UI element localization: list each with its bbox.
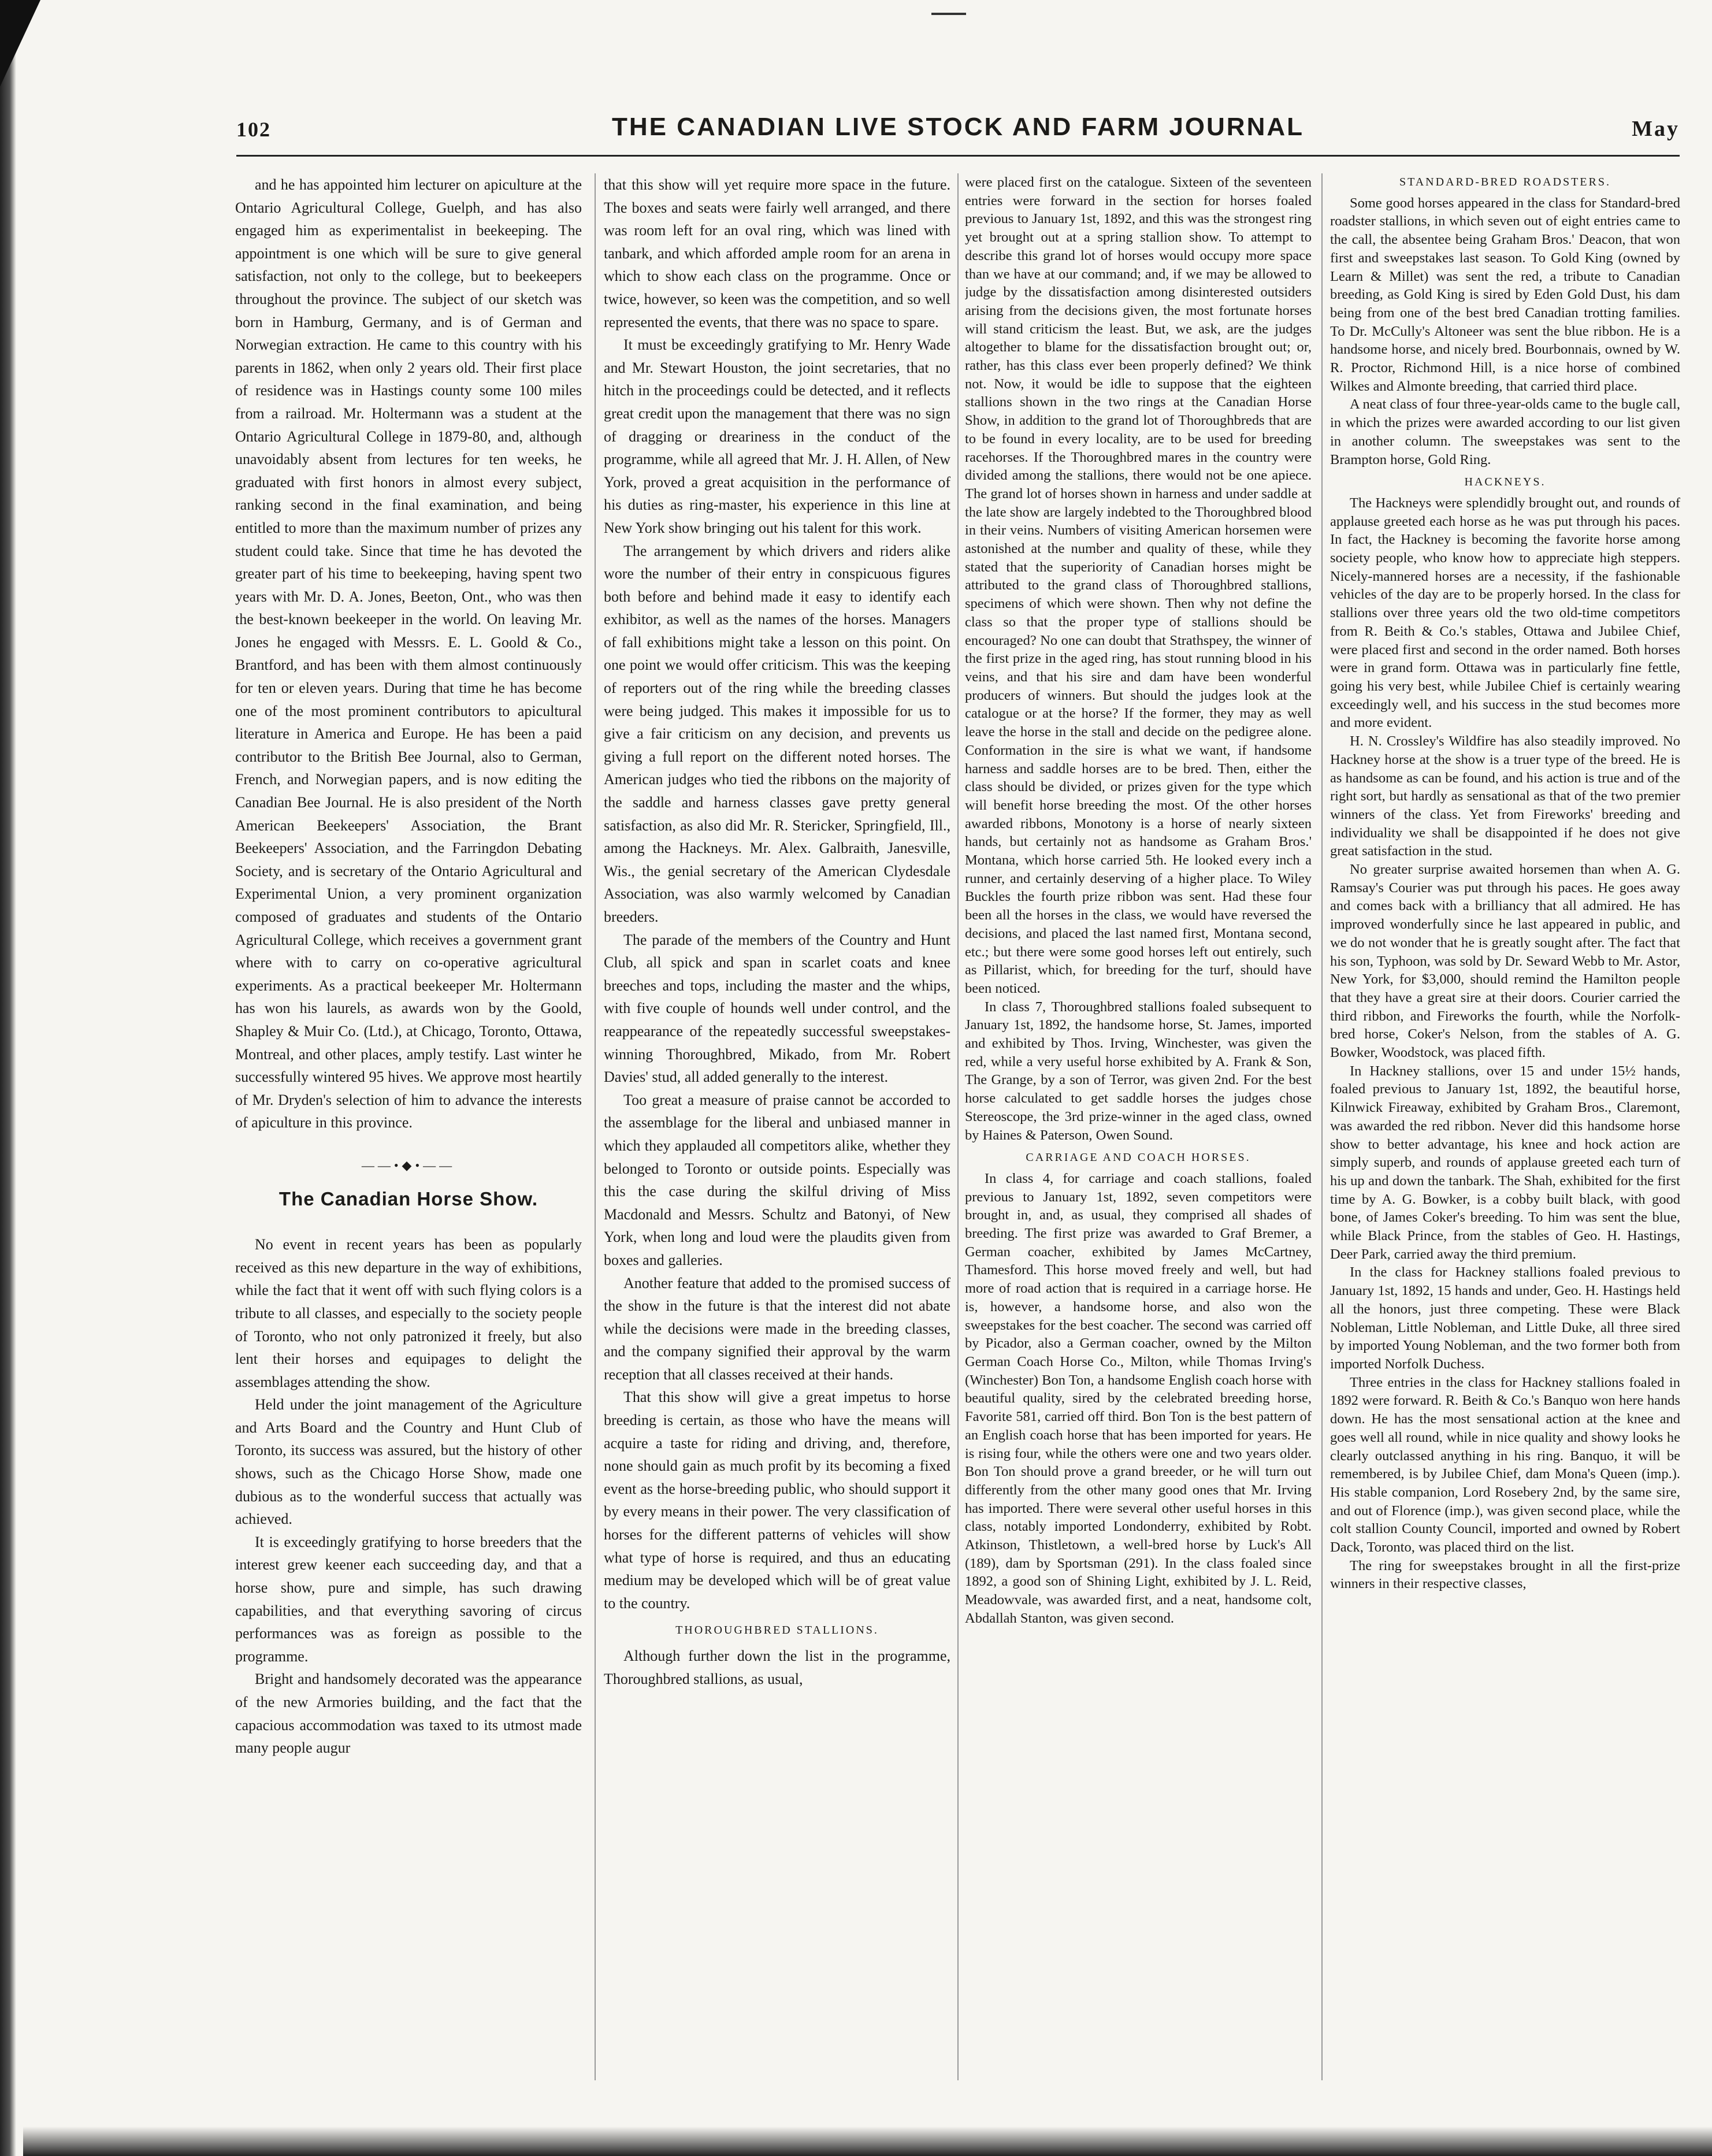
- paragraph: and he has appointed him lecturer on apiculture at the Ontario Agricultural College, Guelph, and has also engaged him as experimentalist in beekeeping. The appointment is one which will be sure to give general satisfaction, not only to the college, but to beekeepers throughout the province. The subject of our sketch was born in Hamburg, Germany, and is of German and Norwegian extraction. He came to this country with his parents in 1862, when only 2 years old. Their first place of residence was in Hastings county some 100 miles from a railroad. Mr. Holtermann was a student at the Ontario Agricultural College in 1879-80, and, although unavoidably absent from lectures for ten weeks, he graduated with first honors in almost every subject, ranking second in the final examination, and being entitled to more than the maximum number of prizes any student could take. Since that time he has devoted the greater part of his time to beekeeping, having spent two years with Mr. D. A. Jones, Beeton, Ont., who was then the best-known beekeeper in the world. On leaving Mr. Jones he engaged with Messrs. E. L. Goold & Co., Brantford, and has been with them almost continuously for ten or eleven years. During that time he has become one of the most prominent contributors to apicultural literature in America and Europe. He has been a paid contributor to the British Bee Journal, also to German, French, and Norwegian papers, and is now editing the Canadian Bee Journal. He is also president of the North American Beekeepers' Association, the Brant Beekeepers' Association, and the Farringdon Debating Society, and is secretary of the Ontario Agricultural and Experimental Union, a very prominent organization composed of graduates and students of the Ontario Agricultural College, which receives a government grant where with to carry on co-operative agricultural experiments. As a practical beekeeper Mr. Holtermann has won his laurels, as awards won by the Goold, Shapley & Muir Co. (Ltd.), at Chicago, Toronto, Ottawa, Montreal, and other places, amply testify. Last winter he successfully wintered 95 hives. We approve most heartily of Mr. Dryden's selection of him to advance the interests of apiculture in this province.: [235, 176, 582, 1131]
- column-4: [1330, 173, 1680, 2098]
- scan-bottom-edge: [23, 2127, 1712, 2156]
- paragraph: A neat class of four three-year-olds came to the bugle call, in which the prizes were awarded according to our list given in another column. The sweepstakes was sent to the Brampton horse, Gold Ring.: [1330, 396, 1680, 467]
- section-heading: STANDARD-BRED ROADSTERS.: [1399, 176, 1611, 188]
- paragraph: In class 4, for carriage and coach stallions, foaled previous to January 1st, 1892, seven competitors were brought in, and, as usual, they comprised all shades of breeding. The first prize was awarded to Graf Bremer, a German coacher, exhibited by James McCartney, Thamesford. This horse moved freely and well, but had more of road action that is required in a carriage horse. He is, however, a handsome horse, and also won the sweepstakes for the best coacher. The second was carried off by Picador, also a German coacher, owned by the Milton German Coach Horse Co., Milton, while Thomas Irving's (Winchester) Bon Ton, a handsome English coach horse with beautiful quality, sired by the celebrated breeding horse, Favorite 581, carried off third. Bon Ton is the best pattern of an English coach horse that has been imported for years. He is rising four, while the others were one and two years older. Bon Ton should prove a grand breeder, or he will turn out differently from the other many good ones that Mr. Irving has imported. There were several other useful horses in this class, notably imported Londonderry, exhibited by Robt. Atkinson, Thistletown, a well-bred horse by Luck's All (189), dam by Sportsman (291). In the class foaled since 1892, a good son of Shining Light, exhibited by J. L. Reid, Meadowvale, was awarded first, and a neat, handsome colt, Abdallah Stanton, was given second.: [965, 1170, 1312, 1626]
- paragraph: In the class for Hackney stallions foaled previous to January 1st, 1892, 15 hands and under, Geo. H. Hastings held all the honors, just three competing. These were Black Nobleman, Little Nobleman, and Little Duke, all three sired by imported Young Nobleman, and the two former both from imported Norfolk Duchess.: [1330, 1264, 1680, 1372]
- paragraph: Although further down the list in the programme, Thoroughbred stallions, as usual,: [604, 1647, 950, 1687]
- paragraph: Some good horses appeared in the class for Standard-bred roadster stallions, in which seven out of eight entries came to the call, the absentee being Graham Bros.' Deacon, that won first and sweepstakes last season. To Gold King (owned by Learn & Millet) was sent the red, a tribute to Canadian breeding, as Gold King is sired by Eden Gold Dust, his dam being from one of the best bred Canadian trotting families. To Dr. McCully's Altoneer was sent the blue ribbon. He is a handsome horse, and nicely bred. Bourbonnais, owned by W. R. Proctor, Richmond Hill, is a nice horse of combined Wilkes and Almonte breeding, that carried third place.: [1330, 195, 1680, 394]
- paragraph: H. N. Crossley's Wildfire has also steadily improved. No Hackney horse at the show is a truer type of the breed. He is as handsome as can be found, and his action is true and of the right sort, but hardly as sensational as that of the two premier winners of the class. Yet from Fireworks' breeding and individuality we shall be disappointed if he does not give great satisfaction in the stud.: [1330, 733, 1680, 859]
- section-heading: THOROUGHBRED STALLIONS.: [675, 1624, 879, 1637]
- paragraph: Too great a measure of praise cannot be accorded to the assemblage for the liberal and unbiased manner in which they applauded all competitors alike, whether they belonged to Toronto or outside points. Especially was this the case during the skilful driving of Miss Macdonald and Messrs. Schultz and Batonyi, of New York, when long and loud were the plaudits given from boxes and galleries.: [604, 1091, 950, 1268]
- column-divider: [957, 173, 959, 2080]
- paragraph: It must be exceedingly gratifying to Mr. Henry Wade and Mr. Stewart Houston, the joint secretaries, that no hitch in the proceedings could be detected, and it reflects great credit upon the management that there was no sign of dragging or dreariness in the conduct of the programme, while all agreed that Mr. J. H. Allen, of New York, proved a great acquisition in the performance of his duties as ring-master, his experience in this line at New York show bringing out his talent for this work.: [604, 336, 950, 536]
- journal-title: THE CANADIAN LIVE STOCK AND FARM JOURNAL: [611, 113, 1305, 141]
- paragraph: The arrangement by which drivers and riders alike wore the number of their entry in conspicuous figures both before and behind made it easy to identify each exhibitor, as well as the names of the horses. Managers of fall exhibitions might take a lesson on this point. On one point we would offer criticism. This was the keeping of reporters out of the ring while the breeding classes were being judged. This makes it impossible for us to give a fair criticism on any decision, and prevents us giving a full report on the different noted horses. The American judges who tied the ribbons on the majority of the saddle and harness classes gave pretty general satisfaction, as also did Mr. R. Stericker, Springfield, Ill., among the Hackneys. Mr. Alex. Galbraith, Janesville, Wis., the genial secretary of the American Clydesdale Association, was also warmly welcomed by Canadian breeders.: [604, 542, 950, 925]
- scan-corner-mark: [0, 0, 40, 87]
- header-rule: [236, 155, 1680, 157]
- column-divider: [1321, 173, 1323, 2080]
- paragraph: The parade of the members of the Country and Hunt Club, all spick and span in scarlet coats and knee breeches and tops, including the master and the whips, with five couple of hounds well under control, and the reappearance of the repeatedly successful sweepstakes-winning Thoroughbred, Mikado, from Mr. Robert Davies' stud, all added generally to the interest.: [604, 931, 950, 1086]
- paragraph: In Hackney stallions, over 15 and under 15½ hands, foaled previous to January 1st, 1892, the beautiful horse, Kilnwick Fireaway, exhibited by Graham Bros., Claremont, was awarded the red ribbon. Never did this handsome horse show to better advantage, his knee and hock action are simply superb, and rounds of applause greeted each turn of his up and down the tanbark. The Shah, exhibited for the first time by A. G. Bowker, is a cobby built black, with good bone, of James Coker's breeding. To him was sent the blue, while Black Prince, from the stables of Geo. H. Hastings, Deer Park, carried away the third premium.: [1330, 1063, 1680, 1262]
- scan-edge-shadow: [0, 0, 16, 2156]
- paragraph-continued: were placed first on the catalogue. Sixteen of the seventeen entries were forward in the section for horses foaled previous to January 1st, 1892, and this was the strongest ring yet brought out at a spring stallion show. To attempt to describe this grand lot of horses would occupy more space than we have at our command; and, if we may be allowed to judge by the dissatisfaction among disinterested outsiders arising from the decisions given, the most fortunate horses will stand criticism the least. But, we ask, are the judges altogether to blame for the dissatisfaction brought out; or, rather, has this class ever been properly defined? We think not. Now, it would be idle to suppose that the eighteen stallions shown in the two rings at the Canadian Horse Show, in addition to the grand lot of Thoroughbreds that are to be found in every locality, are to be used for breeding racehorses. If the Thoroughbred mares in the country were divided among the stallions, there would not be one apiece. The grand lot of horses shown in harness and under saddle at the late show are largely indebted to the Thoroughbred blood in their veins. Numbers of visiting American horsemen were astonished at the number and quality of these, while they stated that the superiority of Canadian horses might be attributed to the grand class of Thoroughbred stallions, specimens of which were shown. Then why not define the class so that the proper type of stallions should be encouraged? No one can doubt that Strathspey, the winner of the first prize in the aged ring, has stout running blood in his veins, and that his sire and dam have been wonderful producers of winners. But should the judges look at the catalogue or at the horse? If the former, they may as well leave the horse in the stall and decide on the pedigree alone. Conformation in the sire is what we want, if handsome harness and saddle horses are to be bred. Then, either the class should be divided, or prizes given for the type which will benefit horse breeding the most. Of the other horses awarded ribbons, Monotony is a horse of nearly sixteen hands, but certainly not as handsome as Graham Bros.' Montana, which horse carried 5th. He looked every inch a runner, and certainly deserving of a higher place. To Wiley Buckles the fourth prize ribbon was sent. Had these four been all the horses in the class, we would have reversed the decisions, and placed the last named first, Montana second, etc.; but there were some good horses left out entirely, such as Pillarist, which, for breeding for the turf, should have been noticed.: [965, 175, 1312, 996]
- page-header: [236, 113, 1680, 147]
- section-ornament: ——•◆•——: [361, 1157, 456, 1172]
- paragraph: In class 7, Thoroughbred stallions foaled subsequent to January 1st, 1892, the handsome horse, St. James, imported and exhibited by Thos. Irving, Winchester, was given the red, while a very useful horse exhibited by A. Frank & Son, The Grange, by a son of Terror, was given 2nd. For the best horse calculated to get saddle horses the judges chose Stereoscope, the 3rd prize-winner in the aged class, owned by Haines & Paterson, Owen Sound.: [965, 999, 1312, 1143]
- paragraph: Three entries in the class for Hackney stallions foaled in 1892 were forward. R. Beith & Co.'s Banquo won here hands down. He has the most sensational action at the knee and goes well all round, while in nice quality and showy looks he clearly outclassed anything in his ring. Banquo, it will be remembered, is by Jubilee Chief, dam Mona's Queen (imp.). His stable companion, Lord Rosebery 2nd, by the same sire, and out of Florence (imp.), was given second place, while the colt stallion County Council, imported and owned by Robert Dack, Toronto, was placed third on the list.: [1330, 1374, 1680, 1556]
- paragraph-continued: that this show will yet require more space in the future. The boxes and seats were fairly well arranged, and there was room left for an oval ring, which was lined with tanbark, and which afforded ample room for an arena in which to show each class on the programme. Once or twice, however, so keen was the competition, and so well represented the events, that there was no space to spare.: [604, 176, 950, 331]
- paragraph: The ring for sweepstakes brought in all the first-prize winners in their respective classes,: [1330, 1557, 1680, 1592]
- article-title: The Canadian Horse Show.: [278, 1188, 539, 1209]
- paragraph: That this show will give a great impetus to horse breeding is certain, as those who have the means will acquire a taste for riding and driving, and, therefore, none should gain as much profit by its becoming a fixed event as the horse-breeding public, who should support it by every means in their power. The very classification of horses for the different patterns of vehicles will show what type of horse is required, and thus an educating medium may be developed which will be of great value to the country.: [604, 1389, 950, 1612]
- column-2: [604, 173, 950, 2098]
- paragraph: No event in recent years has been as popularly received as this new departure in the way of exhibitions, while the fact that it went off with such flying colors is a tribute to all classes, and especially to the society people of Toronto, who not only patronized it freely, but also lent their horses and equipages to delight the assemblages attending the show.: [235, 1236, 582, 1390]
- paragraph: The Hackneys were splendidly brought out, and rounds of applause greeted each horse as he was put through his paces. In fact, the Hackney is becoming the favorite horse among society people, who know how to appreciate high steppers. Nicely-mannered horses are a necessity, if the fashionable vehicles of the day are to be properly horsed. In the class for stallions over three years old the two old-time competitors from R. Beith & Co.'s stables, Ottawa and Jubilee Chief, were placed first and second in the order named. Both horses were in grand form. Ottawa was in particularly fine fettle, going his very best, while Jubilee Chief is certainly wearing exceedingly well, and his success in the stud becomes more and more evident.: [1330, 495, 1680, 731]
- paragraph: It is exceedingly gratifying to horse breeders that the interest grew keener each succeeding day, and that a horse show, pure and simple, has such drawing capabilities, and that everything savoring of circus performances was as foreign as possible to the programme.: [235, 1533, 582, 1665]
- column-divider: [595, 173, 596, 2080]
- section-heading: CARRIAGE AND COACH HORSES.: [1026, 1151, 1251, 1164]
- column-1: [235, 173, 582, 2098]
- paragraph: No greater surprise awaited horsemen than when A. G. Ramsay's Courier was put through his paces. He goes away and comes back with a brilliancy that all admired. He has improved wonderfully since he last appeared in public, and we do not wonder that he is greatly sought after. The fact that his son, Typhoon, was sold by Dr. Seward Webb to Mr. Astor, New York, for $3,000, should remind the Hamilton people that they have a great sire at their doors. Courier carried the third ribbon, and Fireworks the fourth, while the Norfolk-bred horse, Coker's Nelson, from the stables of A. G. Bowker, Woodstock, was placed fifth.: [1330, 862, 1680, 1061]
- column-3: [965, 173, 1312, 2098]
- issue-month: May: [1632, 117, 1680, 141]
- top-rule: [931, 13, 966, 15]
- paragraph: Held under the joint management of the Agriculture and Arts Board and the Country and Hunt Club of Toronto, its success was assured, but the history of other shows, such as the Chicago Horse Show, made one dubious as to the wonderful success that actually was achieved.: [235, 1396, 582, 1528]
- paragraph: Another feature that added to the promised success of the show in the future is that the interest did not abate while the decisions were made in the breeding classes, and the company signified their approval by the warm reception that all classes received at their hands.: [604, 1274, 950, 1383]
- page-number: 102: [236, 118, 271, 141]
- section-heading: HACKNEYS.: [1464, 476, 1546, 489]
- paragraph: Bright and handsomely decorated was the appearance of the new Armories building, and the fact that the capacious accommodation was taxed to its utmost made many people augur: [235, 1671, 582, 1757]
